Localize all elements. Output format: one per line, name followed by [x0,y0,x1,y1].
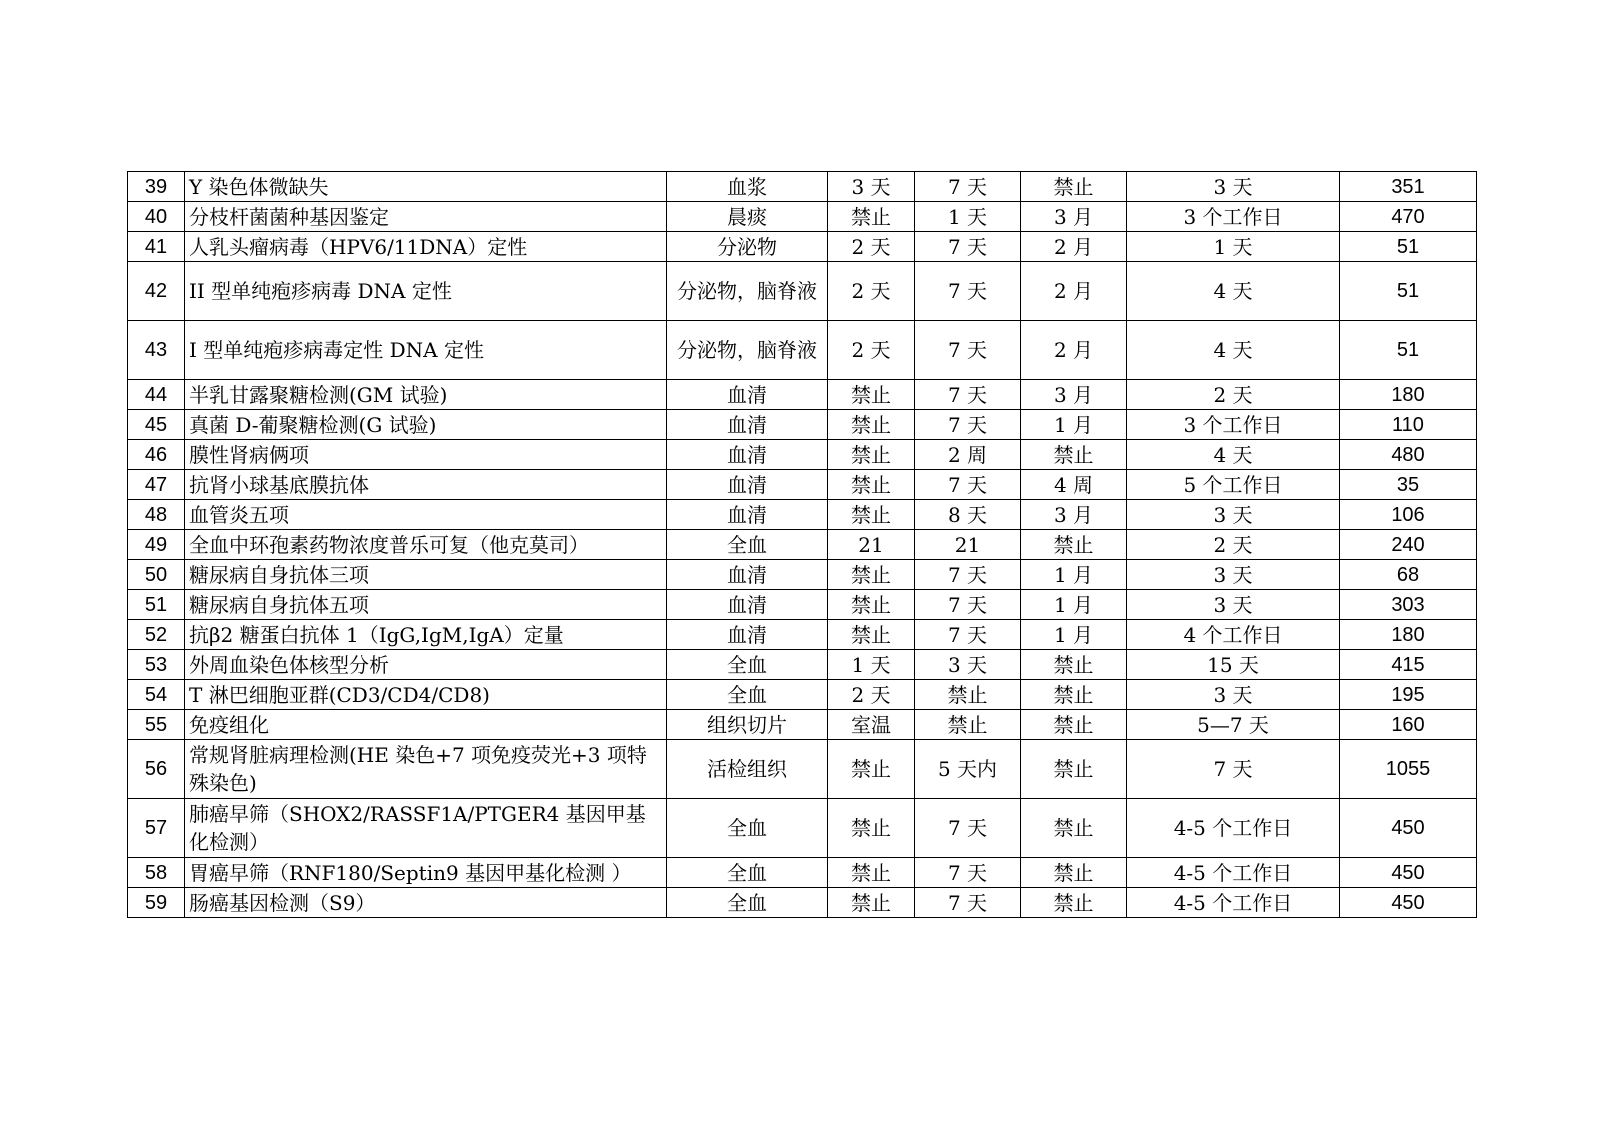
item-number: 43 [128,321,185,380]
sample-type: 分泌物 [667,232,828,262]
item-number: 50 [128,560,185,590]
table-row [128,321,1477,380]
table-row [128,530,1477,560]
report-time: 3 天 [1127,500,1340,530]
frozen-storage: 禁止 [1021,710,1127,740]
test-name: 糖尿病自身抗体三项 [185,560,667,590]
room-temp-storage: 禁止 [828,440,915,470]
refrigerated-storage: 21 [915,530,1021,560]
test-name: 膜性肾病俩项 [185,440,667,470]
report-time: 5—7 天 [1127,710,1340,740]
report-time: 3 天 [1127,590,1340,620]
refrigerated-storage: 7 天 [915,470,1021,500]
table-row [128,799,1477,858]
test-name: 糖尿病自身抗体五项 [185,590,667,620]
room-temp-storage: 禁止 [828,620,915,650]
price: 180 [1340,620,1477,650]
refrigerated-storage: 7 天 [915,410,1021,440]
price: 1055 [1340,740,1477,799]
refrigerated-storage: 7 天 [915,321,1021,380]
item-number: 52 [128,620,185,650]
frozen-storage: 禁止 [1021,440,1127,470]
sample-type: 血清 [667,410,828,440]
report-time: 1 天 [1127,232,1340,262]
refrigerated-storage: 7 天 [915,799,1021,858]
frozen-storage: 3 月 [1021,202,1127,232]
item-number: 54 [128,680,185,710]
item-number: 42 [128,262,185,321]
report-time: 2 天 [1127,530,1340,560]
sample-type: 血清 [667,440,828,470]
sample-type: 全血 [667,530,828,560]
price: 195 [1340,680,1477,710]
report-time: 3 天 [1127,172,1340,202]
refrigerated-storage: 1 天 [915,202,1021,232]
refrigerated-storage: 7 天 [915,620,1021,650]
refrigerated-storage: 7 天 [915,590,1021,620]
refrigerated-storage: 2 周 [915,440,1021,470]
refrigerated-storage: 8 天 [915,500,1021,530]
item-number: 59 [128,888,185,918]
room-temp-storage: 禁止 [828,500,915,530]
sample-type: 全血 [667,680,828,710]
frozen-storage: 3 月 [1021,380,1127,410]
room-temp-storage: 禁止 [828,380,915,410]
price: 351 [1340,172,1477,202]
item-number: 44 [128,380,185,410]
table-row [128,620,1477,650]
item-number: 48 [128,500,185,530]
sample-type: 血清 [667,590,828,620]
test-items-table [127,171,1477,918]
sample-type: 组织切片 [667,710,828,740]
sample-type: 血清 [667,470,828,500]
item-number: 51 [128,590,185,620]
sample-type: 全血 [667,888,828,918]
room-temp-storage: 室温 [828,710,915,740]
price: 450 [1340,799,1477,858]
room-temp-storage: 禁止 [828,740,915,799]
report-time: 4-5 个工作日 [1127,888,1340,918]
item-number: 56 [128,740,185,799]
frozen-storage: 禁止 [1021,799,1127,858]
price: 450 [1340,858,1477,888]
price: 35 [1340,470,1477,500]
refrigerated-storage: 3 天 [915,650,1021,680]
table-row [128,650,1477,680]
test-name: 血管炎五项 [185,500,667,530]
room-temp-storage: 禁止 [828,858,915,888]
frozen-storage: 禁止 [1021,740,1127,799]
table-row [128,590,1477,620]
sample-type: 分泌物，脑脊液 [667,262,828,321]
item-number: 41 [128,232,185,262]
report-time: 4 天 [1127,321,1340,380]
table-row [128,710,1477,740]
frozen-storage: 禁止 [1021,888,1127,918]
table-row [128,380,1477,410]
price: 303 [1340,590,1477,620]
test-name: 真菌 D-葡聚糖检测(G 试验) [185,410,667,440]
refrigerated-storage: 7 天 [915,888,1021,918]
frozen-storage: 1 月 [1021,620,1127,650]
sample-type: 全血 [667,650,828,680]
room-temp-storage: 禁止 [828,470,915,500]
room-temp-storage: 2 天 [828,232,915,262]
table-row [128,680,1477,710]
item-number: 49 [128,530,185,560]
frozen-storage: 禁止 [1021,858,1127,888]
report-time: 3 个工作日 [1127,202,1340,232]
report-time: 4-5 个工作日 [1127,799,1340,858]
room-temp-storage: 2 天 [828,262,915,321]
table-row [128,440,1477,470]
test-name: 抗肾小球基底膜抗体 [185,470,667,500]
report-time: 4-5 个工作日 [1127,858,1340,888]
sample-type: 血清 [667,380,828,410]
item-number: 47 [128,470,185,500]
test-name: 胃癌早筛（RNF180/Septin9 基因甲基化检测 ） [185,858,667,888]
refrigerated-storage: 7 天 [915,380,1021,410]
table-row [128,232,1477,262]
item-number: 39 [128,172,185,202]
room-temp-storage: 禁止 [828,799,915,858]
price: 110 [1340,410,1477,440]
report-time: 5 个工作日 [1127,470,1340,500]
sample-type: 全血 [667,799,828,858]
frozen-storage: 禁止 [1021,650,1127,680]
refrigerated-storage: 7 天 [915,858,1021,888]
sample-type: 血浆 [667,172,828,202]
table-row [128,740,1477,799]
test-name: II 型单纯疱疹病毒 DNA 定性 [185,262,667,321]
table-row [128,560,1477,590]
sample-type: 分泌物，脑脊液 [667,321,828,380]
room-temp-storage: 3 天 [828,172,915,202]
report-time: 3 个工作日 [1127,410,1340,440]
room-temp-storage: 禁止 [828,888,915,918]
report-time: 4 天 [1127,440,1340,470]
refrigerated-storage: 5 天内 [915,740,1021,799]
report-time: 2 天 [1127,380,1340,410]
price: 470 [1340,202,1477,232]
test-name: 肠癌基因检测（S9） [185,888,667,918]
sample-type: 活检组织 [667,740,828,799]
sample-type: 全血 [667,858,828,888]
test-name: I 型单纯疱疹病毒定性 DNA 定性 [185,321,667,380]
price: 51 [1340,321,1477,380]
frozen-storage: 1 月 [1021,410,1127,440]
test-name: 分枝杆菌菌种基因鉴定 [185,202,667,232]
sample-type: 血清 [667,560,828,590]
room-temp-storage: 1 天 [828,650,915,680]
report-time: 3 天 [1127,680,1340,710]
room-temp-storage: 2 天 [828,321,915,380]
table-row [128,858,1477,888]
sample-type: 血清 [667,500,828,530]
frozen-storage: 1 月 [1021,560,1127,590]
sample-type: 晨痰 [667,202,828,232]
room-temp-storage: 2 天 [828,680,915,710]
frozen-storage: 2 月 [1021,262,1127,321]
refrigerated-storage: 禁止 [915,710,1021,740]
table-row [128,172,1477,202]
item-number: 40 [128,202,185,232]
frozen-storage: 禁止 [1021,172,1127,202]
test-name: 肺癌早筛（SHOX2/RASSF1A/PTGER4 基因甲基化检测） [185,799,667,858]
item-number: 53 [128,650,185,680]
table-row [128,500,1477,530]
report-time: 4 个工作日 [1127,620,1340,650]
frozen-storage: 4 周 [1021,470,1127,500]
item-number: 45 [128,410,185,440]
report-time: 15 天 [1127,650,1340,680]
test-name: 外周血染色体核型分析 [185,650,667,680]
test-name: 全血中环孢素药物浓度普乐可复（他克莫司） [185,530,667,560]
test-name: 半乳甘露聚糖检测(GM 试验) [185,380,667,410]
report-time: 4 天 [1127,262,1340,321]
price: 480 [1340,440,1477,470]
price: 450 [1340,888,1477,918]
frozen-storage: 1 月 [1021,590,1127,620]
table-row [128,470,1477,500]
test-name: T 淋巴细胞亚群(CD3/CD4/CD8) [185,680,667,710]
test-name: Y 染色体微缺失 [185,172,667,202]
table-row [128,262,1477,321]
test-name: 人乳头瘤病毒（HPV6/11DNA）定性 [185,232,667,262]
price: 51 [1340,262,1477,321]
test-name: 常规肾脏病理检测(HE 染色+7 项免疫荧光+3 项特殊染色) [185,740,667,799]
refrigerated-storage: 7 天 [915,232,1021,262]
item-number: 58 [128,858,185,888]
table-row [128,888,1477,918]
price: 68 [1340,560,1477,590]
item-number: 46 [128,440,185,470]
room-temp-storage: 禁止 [828,590,915,620]
table-row [128,410,1477,440]
price: 160 [1340,710,1477,740]
report-time: 7 天 [1127,740,1340,799]
sample-type: 血清 [667,620,828,650]
price: 240 [1340,530,1477,560]
refrigerated-storage: 7 天 [915,262,1021,321]
table-row [128,202,1477,232]
frozen-storage: 2 月 [1021,321,1127,380]
price: 180 [1340,380,1477,410]
room-temp-storage: 21 [828,530,915,560]
frozen-storage: 3 月 [1021,500,1127,530]
refrigerated-storage: 禁止 [915,680,1021,710]
room-temp-storage: 禁止 [828,202,915,232]
item-number: 57 [128,799,185,858]
item-number: 55 [128,710,185,740]
frozen-storage: 禁止 [1021,680,1127,710]
price: 415 [1340,650,1477,680]
price: 106 [1340,500,1477,530]
test-name: 免疫组化 [185,710,667,740]
test-name: 抗β2 糖蛋白抗体 1（IgG,IgM,IgA）定量 [185,620,667,650]
report-time: 3 天 [1127,560,1340,590]
refrigerated-storage: 7 天 [915,560,1021,590]
room-temp-storage: 禁止 [828,410,915,440]
price: 51 [1340,232,1477,262]
room-temp-storage: 禁止 [828,560,915,590]
refrigerated-storage: 7 天 [915,172,1021,202]
frozen-storage: 2 月 [1021,232,1127,262]
frozen-storage: 禁止 [1021,530,1127,560]
